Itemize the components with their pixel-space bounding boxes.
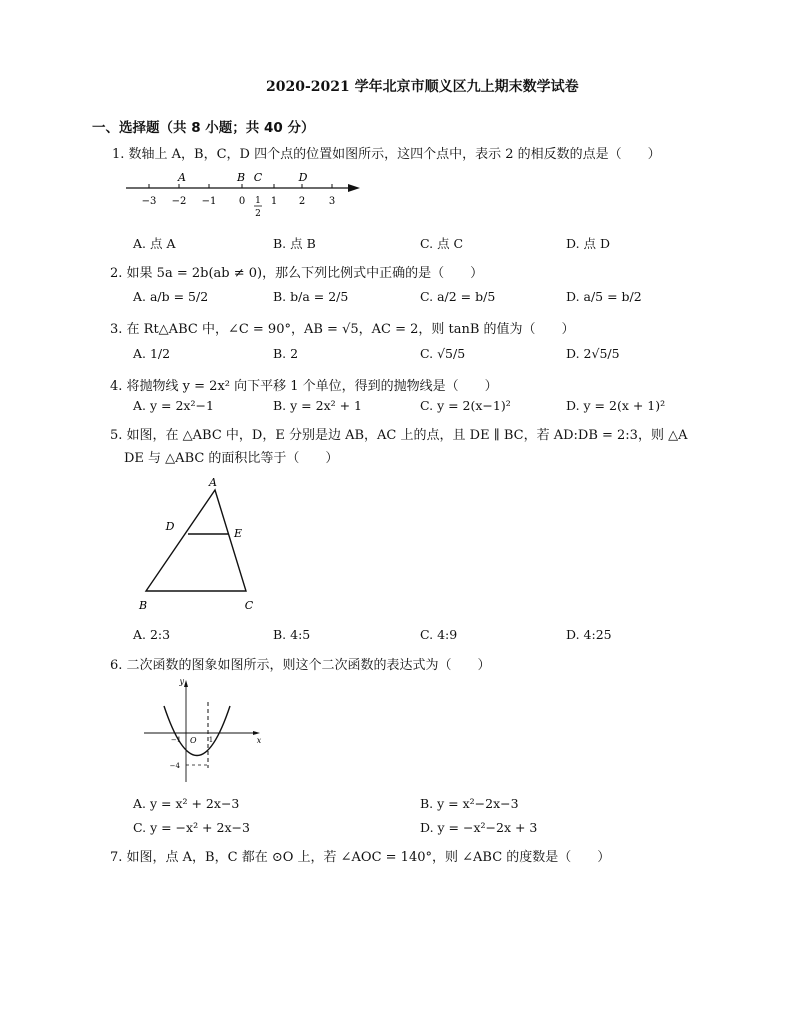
y-axis-label: y xyxy=(179,677,184,686)
q6-option-d[interactable]: D. y = −x²−2x + 3 xyxy=(420,820,538,835)
y-axis-arrow xyxy=(184,680,188,687)
tick-label: 3 xyxy=(328,196,336,207)
q3-option-a[interactable]: A. 1/2 xyxy=(133,346,171,361)
q2-option-d[interactable]: D. a/5 = b/2 xyxy=(566,289,642,304)
q6-option-c[interactable]: C. y = −x² + 2x−3 xyxy=(133,820,250,835)
vertex-label-a: A xyxy=(209,476,217,489)
point-label-d: D xyxy=(298,171,308,184)
q2-option-c[interactable]: C. a/2 = b/5 xyxy=(420,289,496,304)
x-axis-arrow xyxy=(253,731,260,735)
x-tick-1: 1 xyxy=(208,736,214,744)
question-1-stem: 1. 数轴上 A，B，C，D 四个点的位置如图所示，这四个点中，表示 2 的相反数的点是（ ） xyxy=(112,147,661,162)
question-5-stem-line1: 5. 如图，在 △ABC 中，D，E 分别是边 AB，AC 上的点，且 DE ∥ BC，若 AD:DB = 2:3，则 △A xyxy=(110,428,688,443)
tick-label: 0 xyxy=(238,196,246,207)
question-2-stem: 2. 如果 5a = 2b(ab ≠ 0)，那么下列比例式中正确的是（ ） xyxy=(110,266,484,281)
q6-option-a[interactable]: A. y = x² + 2x−3 xyxy=(133,796,240,811)
vertex-label-b: B xyxy=(138,599,148,612)
q5-option-b[interactable]: B. 4:5 xyxy=(273,627,311,642)
section-heading: 一、选择题（共 8 小题；共 40 分） xyxy=(92,120,315,136)
q3-option-b[interactable]: B. 2 xyxy=(273,346,299,361)
tick-label: −3 xyxy=(141,196,157,207)
number-line-arrow xyxy=(348,184,360,192)
question-4-stem: 4. 将抛物线 y = 2x² 向下平移 1 个单位，得到的抛物线是（ ） xyxy=(110,379,498,394)
q1-option-c[interactable]: C. 点 C xyxy=(420,236,464,251)
tick-label: 1 xyxy=(270,196,278,207)
question-6-stem: 6. 二次函数的图象如图所示，则这个二次函数的表达式为（ ） xyxy=(110,658,491,673)
parabola-curve xyxy=(164,706,230,756)
q4-option-a[interactable]: A. y = 2x²−1 xyxy=(133,398,214,413)
q1-option-b[interactable]: B. 点 B xyxy=(273,236,316,251)
tick-label: 2 xyxy=(298,196,306,207)
q5-option-a[interactable]: A. 2:3 xyxy=(133,627,171,642)
half-numerator: 1 xyxy=(255,196,261,206)
q6-option-b[interactable]: B. y = x²−2x−3 xyxy=(420,796,519,811)
point-label-c: C xyxy=(253,171,263,184)
number-line-figure xyxy=(118,168,378,228)
q5-option-d[interactable]: D. 4:25 xyxy=(566,627,612,642)
parabola-figure xyxy=(138,676,268,788)
q1-option-d[interactable]: D. 点 D xyxy=(566,236,611,251)
q1-option-a[interactable]: A. 点 A xyxy=(133,236,176,251)
question-7-stem: 7. 如图，点 A，B，C 都在 ⊙O 上，若 ∠AOC = 140°，则 ∠ABC 的度数是（ ） xyxy=(110,850,611,865)
q4-option-c[interactable]: C. y = 2(x−1)² xyxy=(420,398,511,413)
tick-label: −2 xyxy=(171,196,187,207)
vertex-label-c: C xyxy=(244,599,254,612)
y-tick-neg4: −4 xyxy=(169,762,180,770)
origin-label: O xyxy=(190,736,197,745)
question-3-stem: 3. 在 Rt△ABC 中，∠C = 90°，AB = √5，AC = 2，则 tanB 的值为（ ） xyxy=(110,322,575,337)
triangle-abc xyxy=(146,490,246,591)
vertex-label-d: D xyxy=(165,520,175,533)
q3-option-c[interactable]: C. √5/5 xyxy=(420,346,466,361)
q3-option-d[interactable]: D. 2√5/5 xyxy=(566,346,620,361)
q2-option-a[interactable]: A. a/b = 5/2 xyxy=(133,289,209,304)
q5-option-c[interactable]: C. 4:9 xyxy=(420,627,458,642)
point-label-b: B xyxy=(236,171,246,184)
x-axis-label: x xyxy=(256,736,262,745)
point-label-a: A xyxy=(178,171,186,184)
q4-option-b[interactable]: B. y = 2x² + 1 xyxy=(273,398,363,413)
page-title: 2020-2021 学年北京市顺义区九上期末数学试卷 xyxy=(266,79,579,95)
x-tick-neg1: −1 xyxy=(170,736,182,744)
triangle-figure xyxy=(130,474,270,616)
vertex-label-e: E xyxy=(233,527,243,540)
q4-option-d[interactable]: D. y = 2(x + 1)² xyxy=(566,398,666,413)
half-denominator: 2 xyxy=(255,209,261,219)
tick-label: −1 xyxy=(201,196,217,207)
q2-option-b[interactable]: B. b/a = 2/5 xyxy=(273,289,349,304)
question-5-stem-line2: DE 与 △ABC 的面积比等于（ ） xyxy=(124,451,339,466)
